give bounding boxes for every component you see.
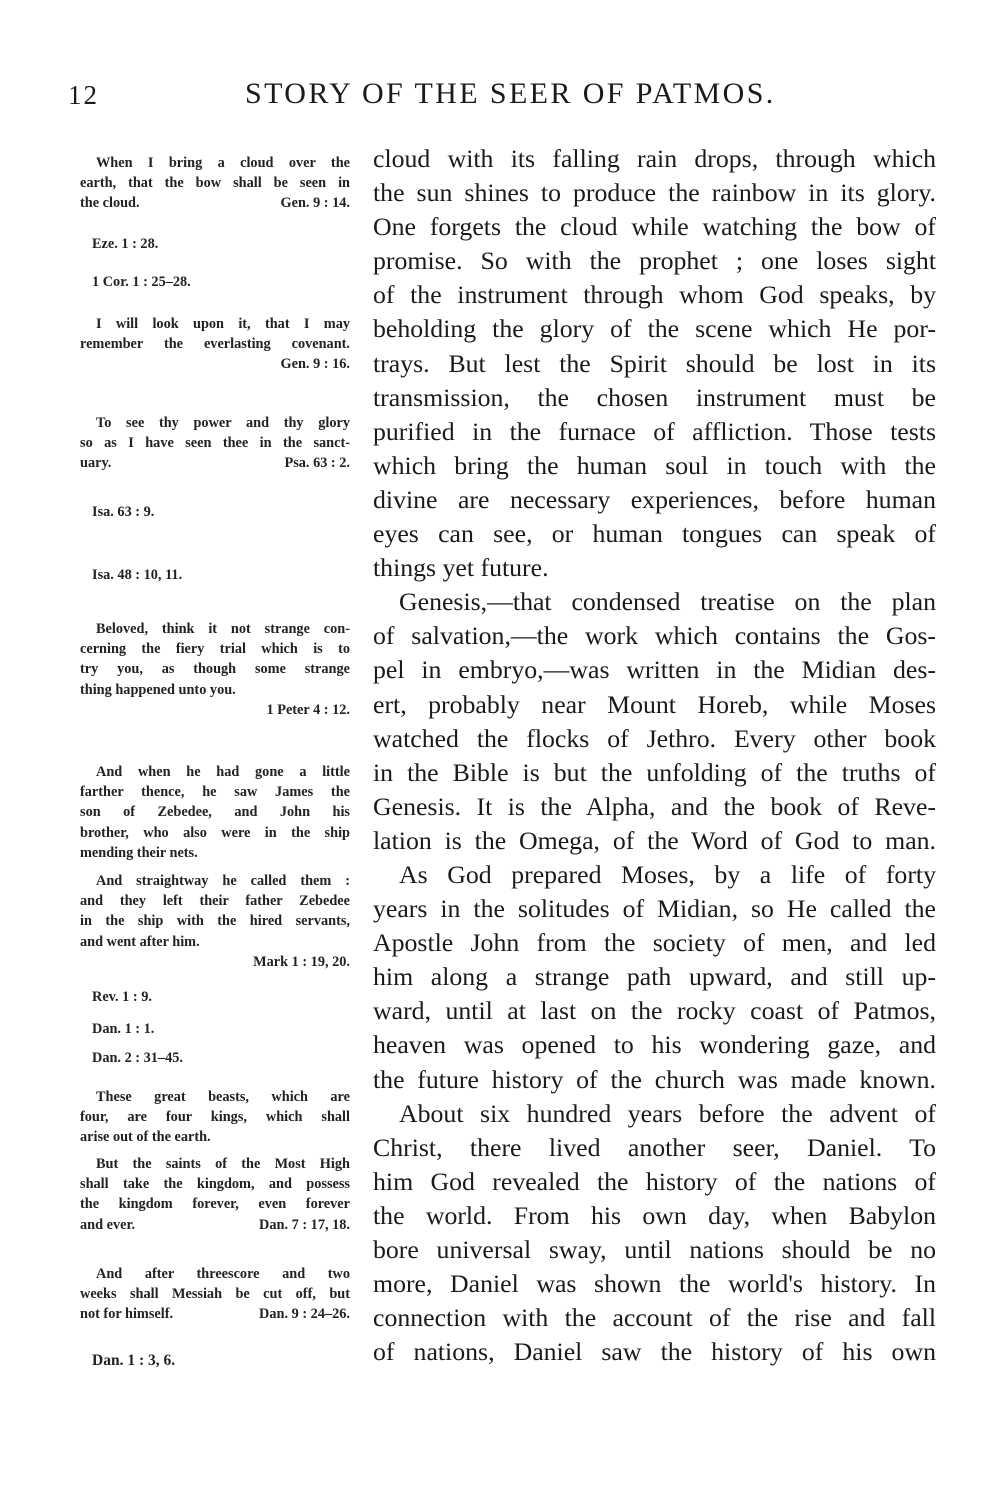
margin-note-gen-9-16 <box>80 314 350 375</box>
body-line: of the instrument through whom God speaks, by <box>373 280 936 310</box>
body-line: of salvation,—the work which contains the Gos- <box>373 621 936 651</box>
body-line: the sun shines to produce the rainbow in its glory. <box>373 178 936 208</box>
margin-note-dan-1-1 <box>80 1019 362 1039</box>
note-line: and ever. Dan. 7 : 17, 18. <box>80 1215 350 1235</box>
scripture-reference: Rev. 1 : 9. <box>92 989 152 1005</box>
margin-note-mark-1-19-20 <box>80 871 350 972</box>
note-line: And straightway he called them : <box>96 873 350 889</box>
body-line: cloud with its falling rain drops, through which <box>373 144 936 173</box>
body-line: watched the flocks of Jethro. Every other book <box>373 723 936 753</box>
note-line: And when he had gone a little <box>96 764 350 780</box>
note-line: brother, who also were in the ship <box>80 824 350 841</box>
note-line: son of Zebedee, and John his <box>80 804 350 821</box>
main-text <box>373 142 936 1369</box>
body-line: purified in the furnace of affliction. Those tests <box>373 416 936 446</box>
margin-note-1-peter-4-12 <box>80 619 350 720</box>
note-line: These great beasts, which are <box>96 1089 350 1105</box>
margin-note-dan-7-17-18 <box>80 1154 350 1235</box>
note-line: When I bring a cloud over the <box>96 155 350 171</box>
body-line: things yet future. <box>373 553 549 583</box>
note-line: and they left their father Zebedee <box>80 893 350 910</box>
body-line: the future history of the church was made known. <box>373 1064 936 1094</box>
note-line: I will look upon it, that I may <box>96 316 350 332</box>
margin-note-dan-9-24-26 <box>80 1264 350 1325</box>
note-line: shall take the kingdom, and possess <box>80 1176 350 1193</box>
body-line: in the Bible is but the unfolding of the truths of <box>373 757 936 787</box>
note-line: thing happened unto you. <box>80 681 236 698</box>
body-line: One forgets the cloud while watching the bow of <box>373 212 936 242</box>
body-line: divine are necessary experiences, before human <box>373 484 936 514</box>
note-line: But the saints of the Most High <box>96 1156 350 1172</box>
body-line: connection with the account of the rise and fall <box>373 1303 936 1333</box>
page-number: 12 <box>68 80 99 110</box>
scripture-reference: 1 Peter 4 : 12. <box>266 701 350 718</box>
margin-note-james-john <box>80 762 350 863</box>
body-line: pel in embryo,—was written in the Midian des- <box>373 655 936 685</box>
note-line: four, are four kings, which shall <box>80 1109 350 1126</box>
scripture-reference: Mark 1 : 19, 20. <box>253 953 350 970</box>
scripture-reference: Dan. 1 : 1. <box>92 1021 155 1037</box>
note-line: in the ship with the hired servants, <box>80 913 350 930</box>
body-line: lation is the Omega, of the Word of God to man. <box>373 825 936 855</box>
body-line: him along a strange path upward, and still up- <box>373 962 936 992</box>
margin-note-eze-1-28 <box>80 234 362 254</box>
scripture-reference: Dan. 2 : 31–45. <box>92 1050 183 1066</box>
margin-note-dan-1-3-6 <box>80 1351 362 1371</box>
body-line: trays. But lest the Spirit should be lost in its <box>373 348 936 378</box>
body-line: beholding the glory of the scene which He por- <box>373 314 936 344</box>
note-line: farther thence, he saw James the <box>80 784 350 801</box>
body-line: more, Daniel was shown the world's history. In <box>373 1269 936 1299</box>
running-head: STORY OF THE SEER OF PATMOS. <box>245 77 776 110</box>
body-line: bore universal sway, until nations should be no <box>373 1235 936 1264</box>
body-line: transmission, the chosen instrument must be <box>373 382 936 412</box>
body-line: Genesis,—that condensed treatise on the plan <box>399 587 936 617</box>
scripture-reference: Dan. 1 : 3, 6. <box>92 1352 176 1369</box>
scripture-reference: Isa. 48 : 10, 11. <box>92 567 183 583</box>
scripture-reference: Eze. 1 : 28. <box>92 236 159 252</box>
body-line: promise. So with the prophet ; one loses sight <box>373 246 936 276</box>
note-line: To see thy power and thy glory <box>96 415 350 431</box>
note-line: arise out of the earth. <box>80 1129 211 1146</box>
margin-note-psa-63-2 <box>80 413 350 474</box>
margin-note-isa-48-10-11 <box>80 565 362 585</box>
scripture-reference: 1 Cor. 1 : 25–28. <box>92 274 191 290</box>
note-line: so as I have seen thee in the sanct- <box>80 435 350 452</box>
margin-note-isa-63-9 <box>80 502 362 522</box>
body-line: him God revealed the history of the nations of <box>373 1166 936 1196</box>
note-line: cerning the fiery trial which is to <box>80 641 350 658</box>
scripture-reference: Gen. 9 : 14. <box>280 195 350 212</box>
note-line: and went after him. <box>80 933 200 950</box>
note-line: not for himself. Dan. 9 : 24–26. <box>80 1304 350 1324</box>
scripture-reference: Isa. 63 : 9. <box>92 504 155 520</box>
body-line: Christ, there lived another seer, Daniel. To <box>373 1132 936 1162</box>
note-line: the kingdom forever, even forever <box>80 1196 350 1213</box>
body-line: Genesis. It is the Alpha, and the book of Reve- <box>373 791 936 821</box>
margin-note-great-beasts <box>80 1087 350 1148</box>
body-line: Apostle John from the society of men, and led <box>373 928 936 958</box>
scripture-reference: Dan. 7 : 17, 18. <box>259 1216 350 1233</box>
scripture-reference: Gen. 9 : 16. <box>280 356 350 373</box>
note-line: mending their nets. <box>80 844 198 861</box>
margin-note-1-cor-1-25-28 <box>80 272 362 292</box>
scripture-reference: Psa. 63 : 2. <box>284 455 350 472</box>
note-line: try you, as though some strange <box>80 661 350 678</box>
margin-note-dan-2-31-45 <box>80 1048 362 1068</box>
body-line: of nations, Daniel saw the history of his own <box>373 1337 936 1367</box>
body-line: years in the solitudes of Midian, so He called the <box>373 894 936 924</box>
note-line: remember the everlasting covenant. <box>80 336 350 353</box>
margin-note-gen-9-14 <box>80 153 350 214</box>
body-line: eyes can see, or human tongues can speak of <box>373 519 936 549</box>
note-line: And after threescore and two <box>96 1266 350 1282</box>
body-line: the world. From his own day, when Babylon <box>373 1200 936 1230</box>
note-line: weeks shall Messiah be cut off, but <box>80 1286 350 1303</box>
note-line: earth, that the bow shall be seen in <box>80 175 350 192</box>
note-line: Beloved, think it not strange con- <box>96 621 350 637</box>
body-line: ert, probably near Mount Horeb, while Moses <box>373 689 936 719</box>
margin-note-rev-1-9 <box>80 987 362 1007</box>
body-line: which bring the human soul in touch with the <box>373 450 936 480</box>
note-line: the cloud. Gen. 9 : 14. <box>80 193 350 213</box>
scripture-reference: Dan. 9 : 24–26. <box>259 1306 350 1323</box>
body-line: ward, until at last on the rocky coast of Patmos, <box>373 996 936 1026</box>
note-line: uary. Psa. 63 : 2. <box>80 453 350 473</box>
body-line: heaven was opened to his wondering gaze, and <box>373 1030 936 1060</box>
body-line: About six hundred years before the advent of <box>399 1098 936 1128</box>
body-line: As God prepared Moses, by a life of forty <box>399 859 936 889</box>
